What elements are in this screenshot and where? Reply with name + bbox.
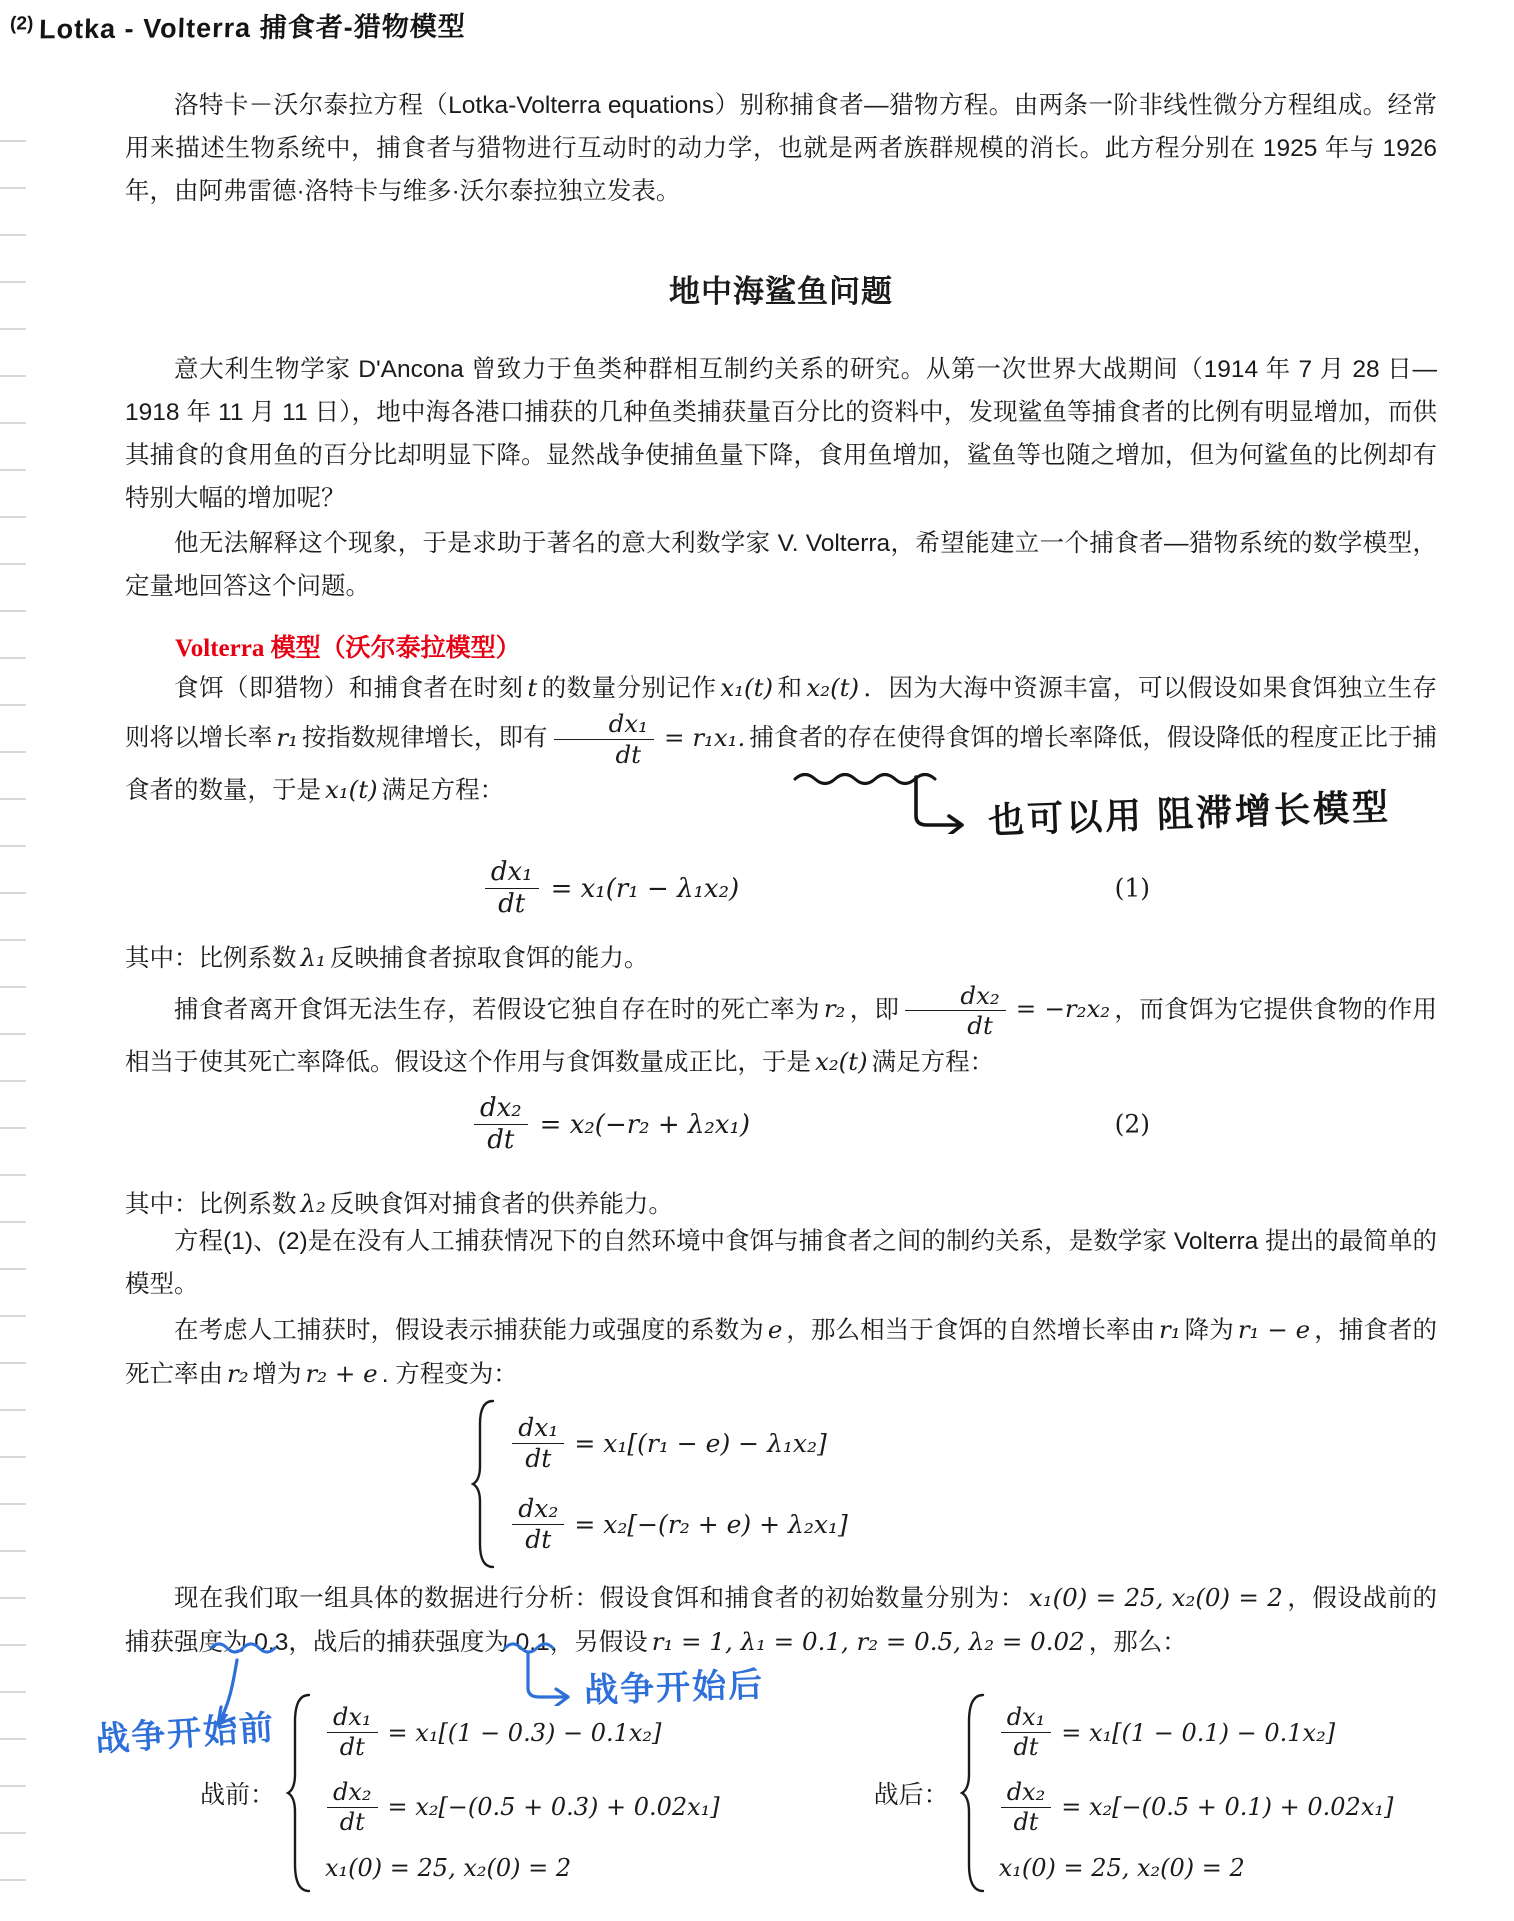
fraction-numerator: dx₁ bbox=[512, 1414, 564, 1444]
notebook-ruling bbox=[0, 95, 26, 1895]
math-run: x₂(t) bbox=[815, 1046, 868, 1076]
title-text: Lotka - Volterra 捕食者-猎物模型 bbox=[38, 11, 467, 45]
model-heading: Volterra 模型（沃尔泰拉模型） bbox=[175, 635, 521, 662]
initial-conditions: x₁(0) = 25, x₂(0) = 2 bbox=[325, 1853, 572, 1882]
fraction-numerator: dx₂ bbox=[1001, 1779, 1052, 1808]
system-row bbox=[506, 1495, 852, 1554]
text-run: 降为 bbox=[1184, 1317, 1234, 1344]
math-run: x₂(t) bbox=[806, 673, 860, 702]
equation-rhs: = x₂[−(r₂ + e) + λ₂x₁] bbox=[574, 1510, 848, 1539]
text-run: 满足方程： bbox=[381, 776, 505, 804]
fraction-denominator: dt bbox=[1013, 1807, 1039, 1836]
equation-rhs: = x₁[(1 − 0.3) − 0.1x₂] bbox=[387, 1718, 662, 1747]
text-run: 的数量分别记作 bbox=[541, 675, 717, 702]
prewar-label: 战前： bbox=[200, 1781, 276, 1809]
fraction-denominator: dt bbox=[487, 1125, 515, 1156]
fraction bbox=[327, 1779, 378, 1836]
curly-brace-icon bbox=[285, 1692, 313, 1894]
fraction bbox=[512, 1414, 564, 1473]
math-run: r₂ + e bbox=[305, 1359, 378, 1389]
text-run: ．因为大海中资源丰富，可以假设如果食饵独立生存则将以增长率 bbox=[125, 675, 1438, 752]
text-run: 其中：比例系数 bbox=[125, 1191, 297, 1218]
data-paragraph bbox=[125, 1576, 1437, 1664]
fraction-numerator: dx₂ bbox=[905, 982, 1005, 1011]
equation-rhs: = x₁[(1 − 0.1) − 0.1x₂] bbox=[1061, 1718, 1336, 1747]
text-run: . 方程变为： bbox=[381, 1361, 518, 1389]
equation-tag: (2) bbox=[1114, 1109, 1150, 1139]
text-run: ，捕食者的死亡率由 bbox=[125, 1317, 1438, 1389]
fraction-denominator: dt bbox=[967, 1011, 993, 1041]
predator-paragraph bbox=[125, 982, 1437, 1084]
equation-rhs: = x₂[−(0.5 + 0.1) + 0.02x₁] bbox=[1061, 1793, 1394, 1822]
l-arrow-icon bbox=[520, 1650, 580, 1711]
fraction-denominator: dt bbox=[615, 739, 642, 769]
math-run: r₁ bbox=[276, 722, 298, 752]
harvest-system bbox=[125, 1398, 1437, 1570]
equation-tag: (1) bbox=[1114, 873, 1150, 903]
math-run: r₁ − e bbox=[1237, 1315, 1311, 1344]
fraction bbox=[512, 1495, 564, 1554]
fraction-numerator: dx₁ bbox=[1001, 1704, 1052, 1733]
math-run: r₁ = 1, λ₁ = 0.1, r₂ = 0.5, λ₂ = 0.02 bbox=[651, 1627, 1085, 1657]
equation-rhs: = x₁(r₁ − λ₁x₂) bbox=[550, 873, 740, 904]
harvest-paragraph bbox=[125, 1308, 1437, 1396]
annotation-prewar-note: 战争开始前 bbox=[94, 1708, 277, 1760]
math-run: r₁ bbox=[1159, 1315, 1181, 1344]
fraction bbox=[474, 1094, 528, 1155]
fraction bbox=[1001, 1704, 1052, 1761]
math-run: x₁(t) bbox=[720, 673, 774, 702]
text-run: 现在我们取一组具体的数据进行分析：假设食饵和捕食者的初始数量分别为： bbox=[174, 1585, 1025, 1612]
text-run: 捕食者的存在使得食饵的增长率降低，假设降低的程度正比于捕食者的数量，于是 bbox=[125, 724, 1438, 804]
text-run: ，那么： bbox=[1088, 1629, 1187, 1657]
fraction-numerator: dx₂ bbox=[512, 1495, 564, 1525]
text-run: 满足方程： bbox=[871, 1048, 995, 1076]
handwritten-title bbox=[9, 4, 466, 46]
system-row bbox=[995, 1704, 1398, 1761]
annotation-growth-note: 也可以用 阻滞增长模型 bbox=[987, 785, 1392, 842]
math-run: = r₁x₁. bbox=[663, 722, 746, 752]
dancona-paragraph: 意大利生物学家 D'Ancona 曾致力于鱼类种群相互制约关系的研究。从第一次世界大战期间（1914 年 7 月 28 日— 1918 年 11 月 11 日），地中海各港口捕获的几种鱼类捕获量百分比的资料中，发现鲨鱼等捕食者的比例有明显增加，而供其捕食的食用鱼的百分比却明显下降。显然战争使捕鱼量下降，食用鱼增加，鲨鱼等也随之增加，但为何鲨鱼的比例却有特别大幅的增加呢？ bbox=[125, 356, 1437, 513]
title-index: (2) bbox=[9, 13, 34, 35]
fraction-denominator: dt bbox=[339, 1733, 365, 1762]
fraction bbox=[1001, 1779, 1052, 1836]
fraction-denominator: dt bbox=[525, 1525, 552, 1554]
text-run: 捕食者离开食饵无法生存，若假设它独自存在时的死亡率为 bbox=[174, 996, 820, 1024]
system-row bbox=[506, 1414, 852, 1473]
equation-rhs: = x₁[(r₁ − e) − λ₁x₂] bbox=[574, 1429, 827, 1458]
equation-rhs: = x₂[−(0.5 + 0.3) + 0.02x₁] bbox=[387, 1793, 720, 1822]
system-row bbox=[321, 1704, 724, 1761]
inline-fraction bbox=[554, 710, 654, 768]
prewar-system bbox=[200, 1692, 724, 1894]
text-run: ，那么相当于食饵的自然增长率由 bbox=[786, 1317, 1156, 1344]
equation-2 bbox=[125, 1092, 1437, 1155]
math-run: r₂ bbox=[227, 1359, 249, 1389]
help-paragraph: 他无法解释这个现象，于是求助于著名的意大利数学家 V. Volterra，希望能建立一个捕食者—猎物系统的数学模型，定量地回答这个问题。 bbox=[125, 530, 1437, 601]
text-run: 其中：比例系数 bbox=[125, 945, 297, 972]
system-row bbox=[995, 1779, 1398, 1836]
text-run: 反映食饵对捕食者的供养能力。 bbox=[329, 1191, 673, 1218]
curly-brace-icon bbox=[959, 1692, 987, 1894]
postwar-label: 战后： bbox=[873, 1781, 949, 1809]
fraction bbox=[485, 858, 539, 919]
intro-paragraph: 洛特卡－沃尔泰拉方程（Lotka-Volterra equations）别称捕食者—猎物方程。由两条一阶非线性微分方程组成。经常用来描述生物系统中，捕食者与猎物进行互动时的动力学，也就是两者族群规模的消长。此方程分别在 1925 年与 1926 年，由阿弗雷德·洛特卡与维多·沃尔泰拉独立发表。 bbox=[125, 92, 1437, 206]
math-run: x₁(t) bbox=[325, 774, 378, 804]
initial-conditions: x₁(0) = 25, x₂(0) = 2 bbox=[998, 1853, 1245, 1882]
math-run: t bbox=[527, 673, 538, 702]
text-run: 和 bbox=[777, 675, 803, 702]
math-run: x₁(0) = 25, x₂(0) = 2 bbox=[1028, 1583, 1283, 1612]
math-run: e bbox=[767, 1315, 783, 1344]
math-run: = −r₂x₂ bbox=[1015, 994, 1111, 1024]
l-arrow-icon bbox=[908, 774, 974, 839]
fraction-numerator: dx₁ bbox=[485, 858, 539, 889]
math-run: λ₁ bbox=[300, 943, 326, 972]
text-run: 按指数规律增长，即有 bbox=[301, 724, 548, 752]
annotation-postwar-note: 战争开始后 bbox=[583, 1665, 765, 1711]
math-run: r₂ bbox=[823, 994, 846, 1024]
curly-brace-icon bbox=[470, 1398, 496, 1570]
postwar-system bbox=[874, 1692, 1398, 1894]
model-paragraph: 方程(1)、(2)是在没有人工捕获情况下的自然环境中食饵与捕食者之间的制约关系，是数学家 Volterra 提出的最简单的模型。 bbox=[125, 1228, 1437, 1299]
fraction-denominator: dt bbox=[1013, 1733, 1039, 1762]
fraction-numerator: dx₂ bbox=[474, 1094, 528, 1125]
fraction-denominator: dt bbox=[525, 1444, 552, 1473]
text-run: 食饵（即猎物）和捕食者在时刻 bbox=[174, 675, 524, 702]
fraction-numerator: dx₁ bbox=[554, 710, 654, 739]
text-run: 在考虑人工捕获时，假设表示捕获能力或强度的系数为 bbox=[174, 1317, 764, 1344]
equation-1 bbox=[125, 856, 1437, 919]
fraction-numerator: dx₁ bbox=[327, 1704, 378, 1733]
text-run: ，而食饵为它提供食物的作用相当于使其死亡率降低。假设这个作用与食饵数量成正比，于是 bbox=[125, 996, 1438, 1076]
fraction-denominator: dt bbox=[339, 1807, 365, 1836]
inline-fraction bbox=[905, 982, 1005, 1040]
math-run: λ₂ bbox=[300, 1189, 326, 1218]
section-heading: 地中海鲨鱼问题 bbox=[669, 274, 893, 309]
fraction-denominator: dt bbox=[498, 889, 526, 920]
fraction bbox=[327, 1704, 378, 1761]
eq1-note bbox=[125, 936, 1437, 980]
text-run: 反映捕食者掠取食饵的能力。 bbox=[329, 945, 649, 972]
text-run: 增为 bbox=[252, 1361, 302, 1389]
text-run: ，假设战前的捕获强度为 0.3，战后的捕获强度为 0.1，另假设 bbox=[125, 1585, 1437, 1657]
war-systems bbox=[200, 1692, 1397, 1894]
fraction-numerator: dx₂ bbox=[327, 1779, 378, 1808]
system-row bbox=[321, 1779, 724, 1836]
equation-rhs: = x₂(−r₂ + λ₂x₁) bbox=[539, 1109, 751, 1140]
text-run: ，即 bbox=[849, 996, 900, 1024]
